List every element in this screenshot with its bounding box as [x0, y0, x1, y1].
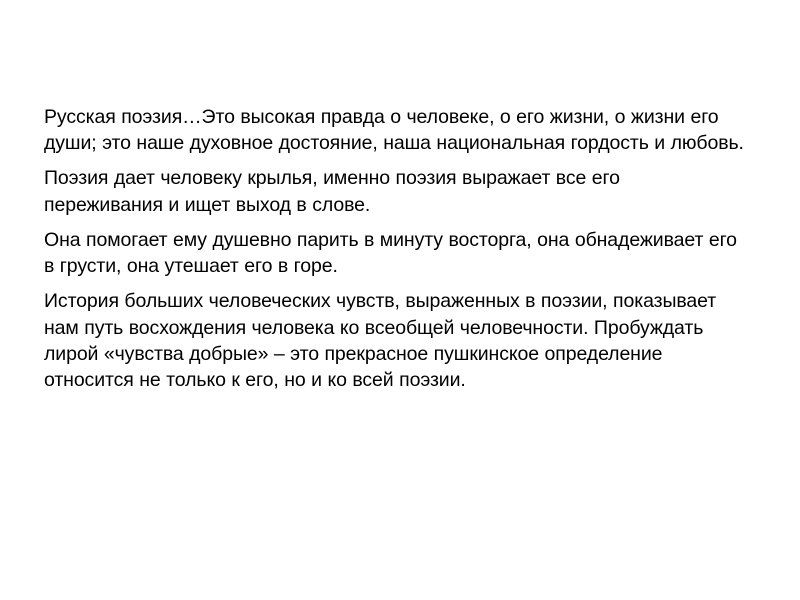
paragraph-1: Русская поэзия…Это высокая правда о человеке, о его жизни, о жизни его души; это наше духовное достояние, наша национальная гордость и любовь.: [44, 106, 744, 155]
paragraph-4: История больших человеческих чувств, выраженных в поэзии, показывает нам путь восхождения человека ко всеобщей человечности. Пробуждать лирой «чувства добрые» – это прекрасное пушкинское определение относится не только к его, но и ко всей поэзии.: [44, 290, 717, 391]
paragraph-2: Поэзия дает человеку крылья, именно поэзия выражает все его переживания и ищет выход в слове.: [44, 167, 620, 216]
text-body: [44, 104, 744, 393]
paragraph-3: Она помогает ему душевно парить в минуту восторга, она обнадеживает его в грусти, она утешает его в горе.: [44, 228, 737, 278]
